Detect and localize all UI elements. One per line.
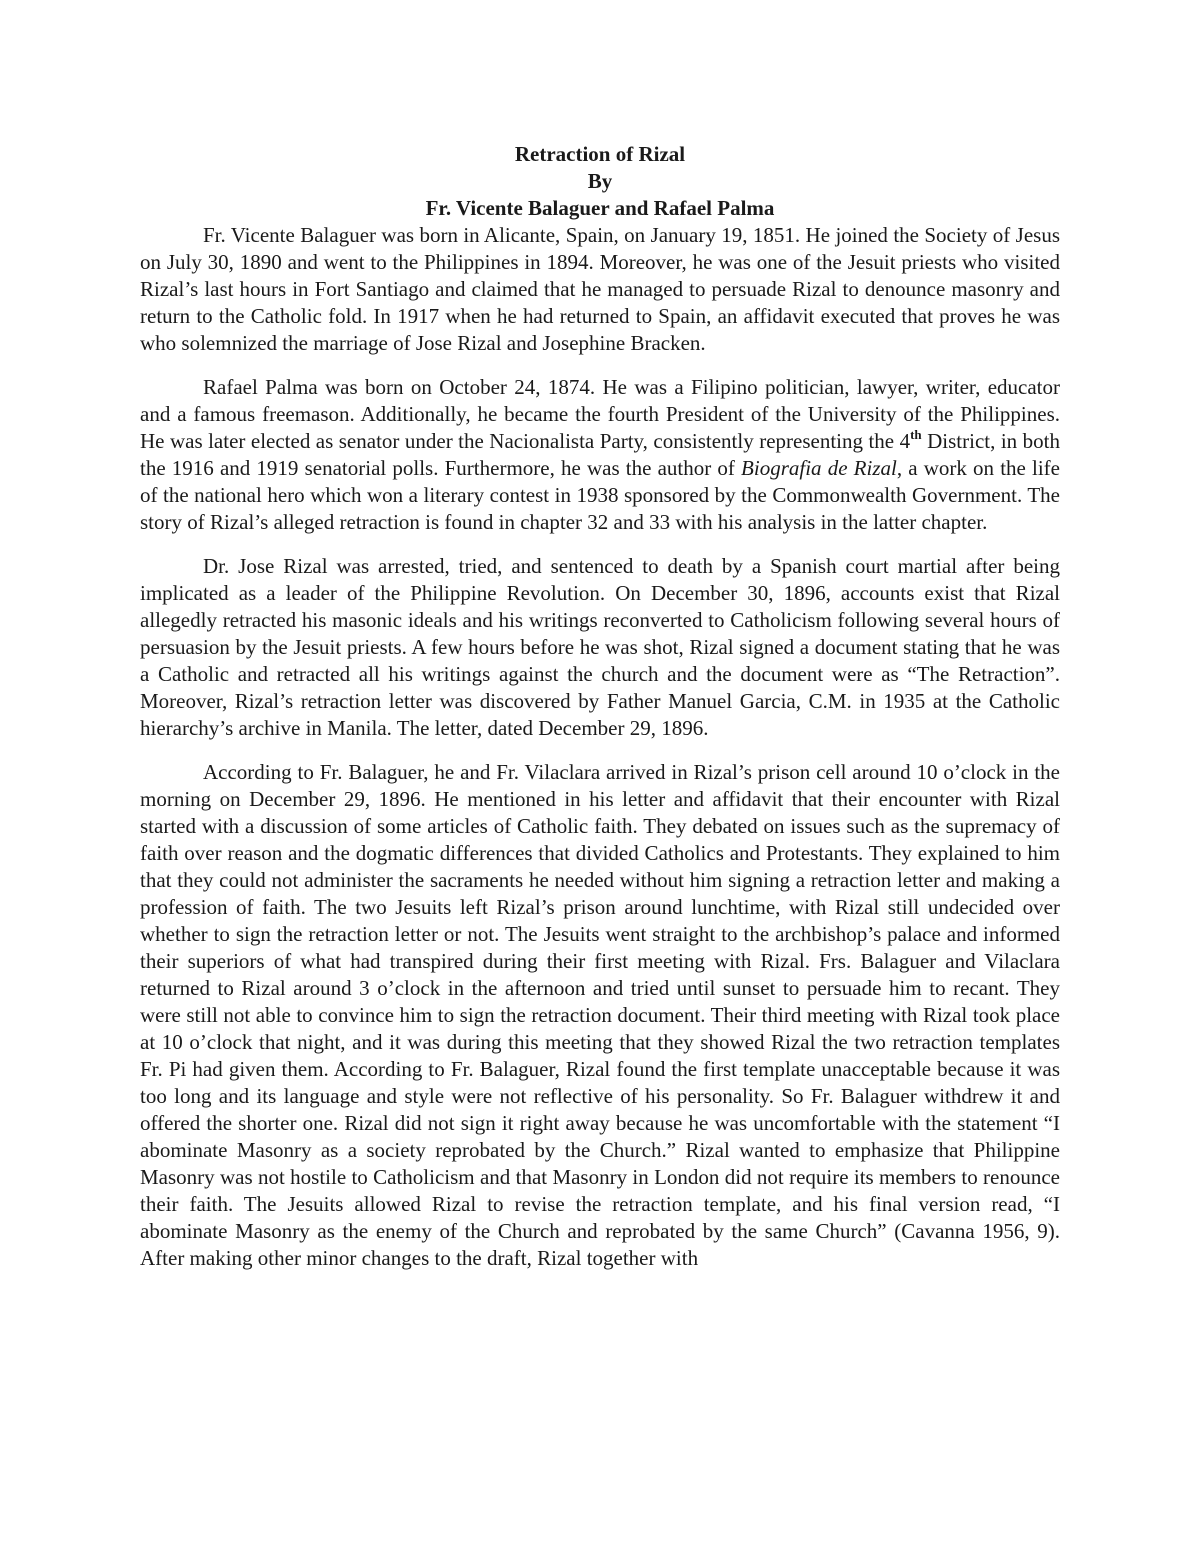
paragraph-rizal-arrest: Dr. Jose Rizal was arrested, tried, and sentenced to death by a Spanish court martial after being implicated as a leader of the Philippine Revolution. On December 30, 1896, accounts exist that Rizal allegedly retracted his masonic ideals and his writings reconverted to Catholicism following several hours of persuasion by the Jesuit priests. A few hours before he was shot, Rizal signed a document stating that he was a Catholic and retracted all his writings against the church and the document were as “The Retraction”. Moreover, Rizal’s retraction letter was discovered by Father Manuel Garcia, C.M. in 1935 at the Catholic hierarchy’s archive in Manila. The letter, dated December 29, 1896.	[140, 554, 1060, 740]
authors-line: Fr. Vicente Balaguer and Rafael Palma	[425, 196, 775, 220]
title-block	[140, 141, 1060, 222]
superscript-ordinal: th	[910, 427, 922, 442]
paragraph-text: District, in both the 1916 and 1919 senatorial polls. Furthermore, he was the author of	[140, 429, 1060, 480]
document-title: Retraction of Rizal	[514, 142, 686, 166]
document-page	[140, 141, 1060, 1272]
paragraph-balaguer-account: According to Fr. Balaguer, he and Fr. Vilaclara arrived in Rizal’s prison cell around 10 o’clock in the morning on December 29, 1896. He mentioned in his letter and affidavit that their encounter with Rizal started with a discussion of some articles of Catholic faith. They debated on issues such as the supremacy of faith over reason and the dogmatic differences that divided Catholics and Protestants. They explained to him that they could not administer the sacraments he needed without him signing a retraction letter and making a profession of faith. The two Jesuits left Rizal’s prison around lunchtime, with Rizal still undecided over whether to sign the retraction letter or not. The Jesuits went straight to the archbishop’s palace and informed their superiors of what had transpired during their first meeting with Rizal. Frs. Balaguer and Vilaclara returned to Rizal around 3 o’clock in the afternoon and tried until sunset to persuade him to recant. They were still not able to convince him to sign the retraction document. Their third meeting with Rizal took place at 10 o’clock that night, and it was during this meeting that they showed Rizal the two retraction templates Fr. Pi had given them. According to Fr. Balaguer, Rizal found the first template unacceptable because it was too long and its language and style were not reflective of his personality. So Fr. Balaguer withdrew it and offered the shorter one. Rizal did not sign it right away because he was uncomfortable with the statement “I abominate Masonry as a society reprobated by the Church.” Rizal wanted to emphasize that Philippine Masonry was not hostile to Catholicism and that Masonry in London did not require its members to renounce their faith. The Jesuits allowed Rizal to revise the retraction template, and his final version read, “I abominate Masonry as the enemy of the Church and reprobated by the same Church” (Cavanna 1956, 9). After making other minor changes to the draft, Rizal together with	[140, 760, 1060, 1270]
by-line: By	[587, 169, 613, 193]
paragraph-text: , a work on the life of the national hero which won a literary contest in 1938 sponsored by the Commonwealth Government. The story of Rizal’s alleged retraction is found in chapter 32 and 33 with his analysis in the latter chapter.	[140, 456, 1060, 534]
paragraph-palma-bio	[140, 374, 1060, 536]
paragraph-balaguer-bio: Fr. Vicente Balaguer was born in Alicante, Spain, on January 19, 1851. He joined the Society of Jesus on July 30, 1890 and went to the Philippines in 1894. Moreover, he was one of the Jesuit priests who visited Rizal’s last hours in Fort Santiago and claimed that he managed to persuade Rizal to denounce masonry and return to the Catholic fold. In 1917 when he had returned to Spain, an affidavit executed that proves he was who solemnized the marriage of Jose Rizal and Josephine Bracken.	[140, 223, 1060, 355]
paragraph-text: Rafael Palma was born on October 24, 1874. He was a Filipino politician, lawyer, writer, educator and a famous freemason. Additionally, he became the fourth President of the University of the Philippines. He was later elected as senator under the Nacionalista Party, consistently representing the 4	[140, 375, 1060, 453]
book-title-italic: Biografia de Rizal	[741, 456, 897, 480]
